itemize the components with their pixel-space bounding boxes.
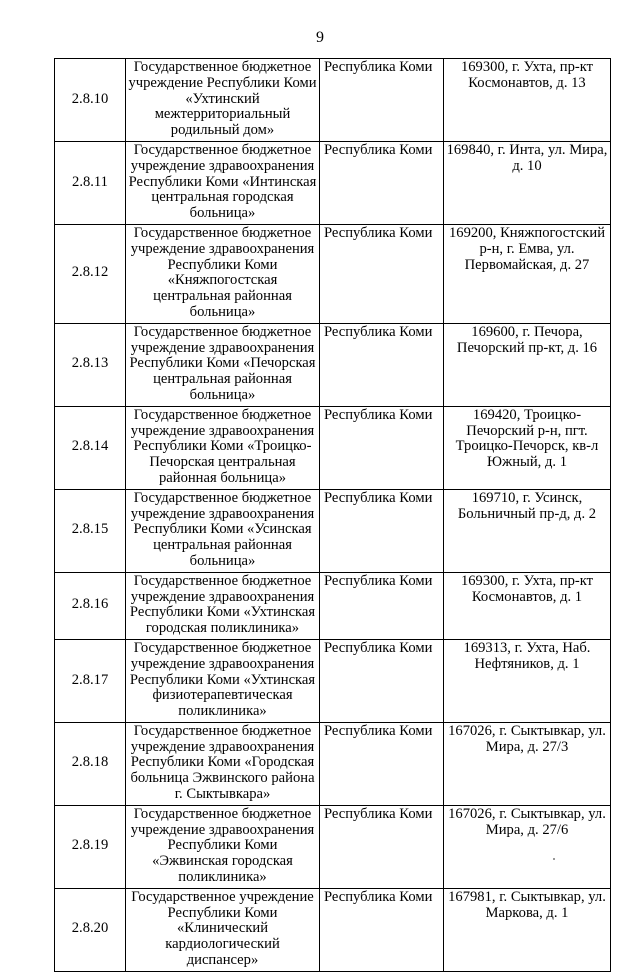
region: Республика Коми [320, 406, 444, 489]
table-row [55, 805, 611, 888]
address: 167026, г. Сыктывкар, ул. Мира, д. 27/6 [444, 805, 611, 888]
page-number: 9 [316, 29, 324, 46]
institution-name: Государственное учреждение Республики Коми «Клинический кардиологический диспансер» [126, 888, 320, 971]
scan-speck [553, 858, 555, 860]
address: 169710, г. Усинск, Больничный пр-д, д. 2 [444, 489, 611, 572]
region: Республика Коми [320, 142, 444, 225]
institution-name: Государственное бюджетное учреждение здравоохранения Республики Коми «Ухтинская городская поликлиника» [126, 572, 320, 639]
row-number: 2.8.18 [55, 722, 126, 805]
address: 169200, Княжпогостский р-н, г. Емва, ул. Первомайская, д. 27 [444, 224, 611, 323]
row-number: 2.8.12 [55, 224, 126, 323]
row-number: 2.8.13 [55, 323, 126, 406]
table-row [55, 489, 611, 572]
address: 169300, г. Ухта, пр-кт Космонавтов, д. 1 [444, 572, 611, 639]
table-row [55, 639, 611, 722]
region: Республика Коми [320, 722, 444, 805]
table-row [55, 142, 611, 225]
table-row [55, 406, 611, 489]
region: Республика Коми [320, 805, 444, 888]
table-row [55, 224, 611, 323]
address: 167026, г. Сыктывкар, ул. Мира, д. 27/3 [444, 722, 611, 805]
row-number: 2.8.20 [55, 888, 126, 971]
institution-name: Государственное бюджетное учреждение здравоохранения Республики Коми «Интинская центральная городская больница» [126, 142, 320, 225]
region: Республика Коми [320, 572, 444, 639]
institution-name: Государственное бюджетное учреждение здравоохранения Республики Коми «Ухтинская физиотерапевтическая поликлиника» [126, 639, 320, 722]
address: 169300, г. Ухта, пр-кт Космонавтов, д. 13 [444, 59, 611, 142]
address: 169840, г. Инта, ул. Мира, д. 10 [444, 142, 611, 225]
region: Республика Коми [320, 59, 444, 142]
row-number: 2.8.17 [55, 639, 126, 722]
region: Республика Коми [320, 489, 444, 572]
institution-name: Государственное бюджетное учреждение здравоохранения Республики Коми «Городская больница Эжвинского района г. Сыктывкара» [126, 722, 320, 805]
region: Республика Коми [320, 224, 444, 323]
region: Республика Коми [320, 888, 444, 971]
institution-name: Государственное бюджетное учреждение здравоохранения Республики Коми «Печорская центральная районная больница» [126, 323, 320, 406]
row-number: 2.8.19 [55, 805, 126, 888]
region: Республика Коми [320, 639, 444, 722]
institution-name: Государственное бюджетное учреждение здравоохранения Республики Коми «Эжвинская городская поликлиника» [126, 805, 320, 888]
institution-name: Государственное бюджетное учреждение здравоохранения Республики Коми «Усинская центральная районная больница» [126, 489, 320, 572]
registry-table-body [55, 59, 611, 972]
row-number: 2.8.15 [55, 489, 126, 572]
table-row [55, 572, 611, 639]
table-row [55, 722, 611, 805]
address: 169420, Троицко-Печорский р-н, пгт. Троицко-Печорск, кв-л Южный, д. 1 [444, 406, 611, 489]
address: 169313, г. Ухта, Наб. Нефтяников, д. 1 [444, 639, 611, 722]
row-number: 2.8.16 [55, 572, 126, 639]
institution-name: Государственное бюджетное учреждение здравоохранения Республики Коми «Княжпогостская центральная районная больница» [126, 224, 320, 323]
table-row [55, 59, 611, 142]
region: Республика Коми [320, 323, 444, 406]
institution-name: Государственное бюджетное учреждение Республики Коми «Ухтинский межтерриториальный родильный дом» [126, 59, 320, 142]
table-row [55, 888, 611, 971]
row-number: 2.8.14 [55, 406, 126, 489]
registry-table [54, 58, 611, 972]
institution-name: Государственное бюджетное учреждение здравоохранения Республики Коми «Троицко-Печорская центральная районная больница» [126, 406, 320, 489]
address: 167981, г. Сыктывкар, ул. Маркова, д. 1 [444, 888, 611, 971]
row-number: 2.8.11 [55, 142, 126, 225]
row-number: 2.8.10 [55, 59, 126, 142]
address: 169600, г. Печора, Печорский пр-кт, д. 16 [444, 323, 611, 406]
table-row [55, 323, 611, 406]
